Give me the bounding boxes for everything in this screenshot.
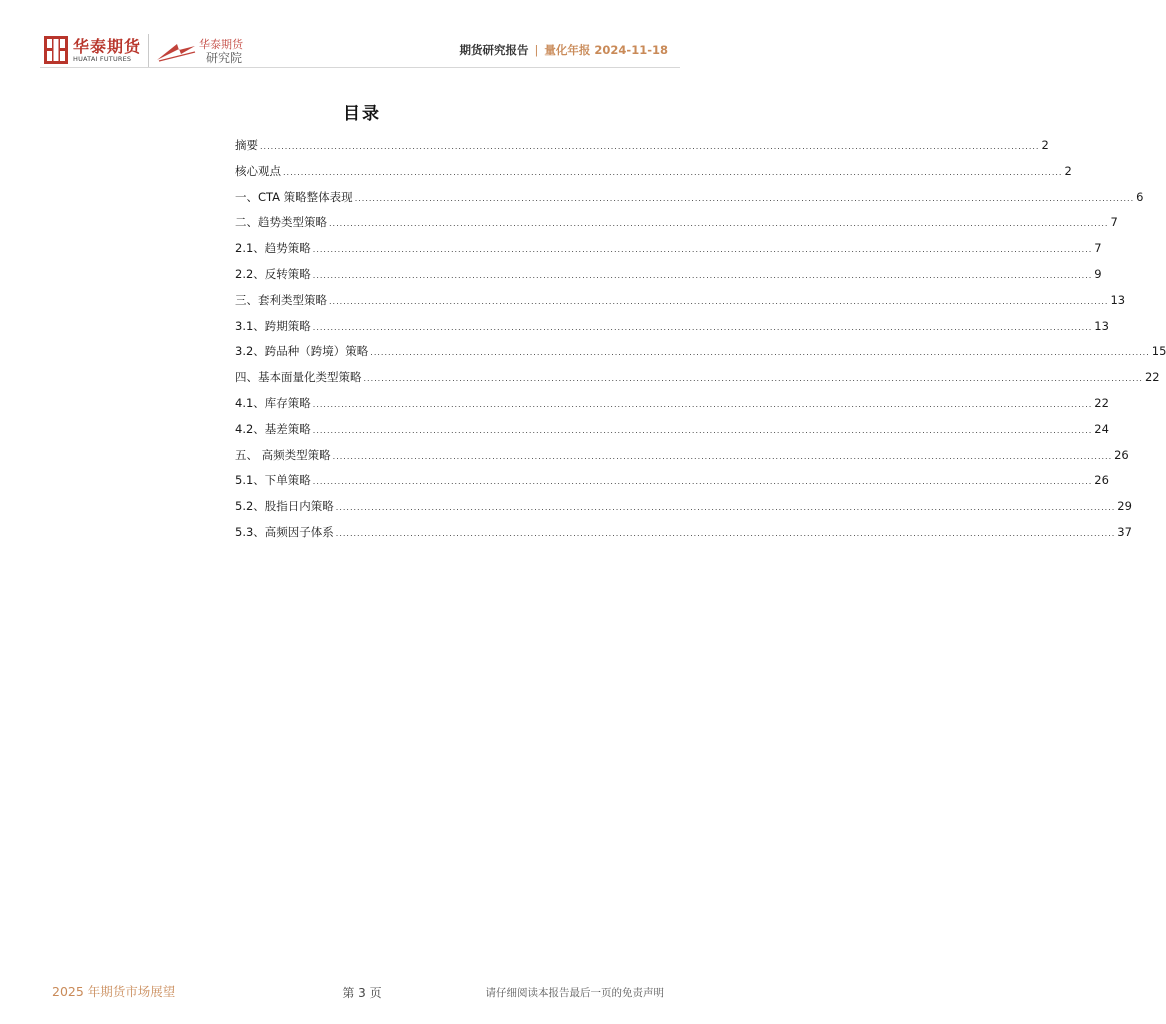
toc-entry-page: 24: [1094, 421, 1109, 436]
header-separator: |: [534, 43, 539, 57]
toc-entry[interactable]: [235, 447, 1129, 473]
report-subtitle: 量化年报 2024-11-18: [544, 43, 668, 57]
toc-entry-label: 5.2、股指日内策略: [235, 499, 334, 514]
footer-publication-title: 2025 年期货市场展望: [52, 984, 176, 999]
toc-entry-page: 2: [1064, 163, 1072, 178]
toc-entry-label: 5.1、下单策略: [235, 473, 311, 488]
toc-dot-leader: ............................................................................................................................................................................................................................: [332, 451, 1113, 461]
header-rule: [40, 67, 680, 68]
toc-dot-leader: ............................................................................................................................................................................................................................: [335, 503, 1116, 513]
toc-entry-label: 摘要: [235, 138, 258, 152]
institute-name-line2: 研究院: [206, 51, 243, 65]
toc-entry[interactable]: [235, 214, 1118, 240]
institute-swoosh-icon: [155, 40, 199, 62]
logo-chinese-name: 华泰期货: [73, 37, 142, 56]
toc-entry-page: 7: [1094, 241, 1102, 256]
toc-entry-label: 四、基本面量化类型策略: [235, 370, 362, 385]
toc-entry-label: 2.2、反转策略: [235, 266, 311, 281]
toc-entry-page: 13: [1094, 318, 1109, 333]
toc-entry-page: 26: [1114, 447, 1129, 462]
toc-entry-label: 3.2、跨品种（跨境）策略: [235, 344, 369, 359]
toc-dot-leader: ............................................................................................................................................................................................................................: [335, 528, 1116, 538]
toc-dot-leader: ............................................................................................................................................................................................................................: [329, 296, 1109, 306]
toc-entry[interactable]: [235, 266, 1102, 292]
toc-dot-leader: ............................................................................................................................................................................................................................: [283, 167, 1063, 177]
toc-entry[interactable]: [235, 163, 1072, 189]
toc-entry-label: 一、CTA 策略整体表现: [235, 189, 353, 204]
toc-entry-label: 二、趋势类型策略: [235, 215, 327, 230]
toc-entry[interactable]: [235, 369, 1160, 395]
toc-dot-leader: ............................................................................................................................................................................................................................: [363, 374, 1143, 384]
toc-entry[interactable]: [235, 343, 1166, 369]
toc-entry-page: 37: [1117, 524, 1132, 539]
huatai-logo-icon: [44, 36, 68, 64]
toc-entry-page: 9: [1094, 266, 1102, 281]
toc-entry[interactable]: [235, 292, 1126, 318]
toc-entry-label: 5.3、高频因子体系: [235, 524, 334, 539]
logo-divider: [148, 34, 149, 68]
toc-entry-page: 29: [1117, 499, 1132, 514]
footer-page-number: 第 3 页: [342, 986, 382, 1000]
toc-entry-label: 4.1、库存策略: [235, 395, 311, 410]
toc-dot-leader: ............................................................................................................................................................................................................................: [354, 193, 1135, 203]
report-info: [460, 42, 668, 58]
toc-dot-leader: ............................................................................................................................................................................................................................: [312, 245, 1093, 255]
page-header: [0, 0, 724, 80]
toc-dot-leader: ............................................................................................................................................................................................................................: [312, 477, 1093, 487]
toc-entry[interactable]: [235, 318, 1109, 344]
research-institute-logo: [155, 36, 255, 66]
report-type: 期货研究报告: [459, 43, 529, 57]
logo-english-name: HUATAI FUTURES: [73, 55, 132, 63]
toc-entry[interactable]: [235, 421, 1109, 447]
toc-entry-page: 6: [1136, 189, 1144, 204]
toc-entry[interactable]: [235, 240, 1102, 266]
toc-entry[interactable]: [235, 524, 1132, 550]
toc-entry-page: 26: [1094, 473, 1109, 488]
toc-entry-label: 4.2、基差策略: [235, 421, 311, 436]
toc-dot-leader: ............................................................................................................................................................................................................................: [312, 322, 1093, 332]
toc-entry-label: 2.1、趋势策略: [235, 241, 311, 256]
toc-entry-page: 15: [1151, 344, 1166, 359]
toc-dot-leader: ............................................................................................................................................................................................................................: [329, 219, 1109, 229]
toc-entry-page: 13: [1110, 292, 1126, 307]
toc-dot-leader: ............................................................................................................................................................................................................................: [312, 270, 1093, 280]
toc-entry-label: 3.1、跨期策略: [235, 318, 311, 333]
toc-dot-leader: ............................................................................................................................................................................................................................: [312, 425, 1093, 435]
institute-name-line1: 华泰期货: [199, 38, 243, 51]
toc-entry[interactable]: [235, 189, 1144, 215]
table-of-contents: [235, 137, 1166, 550]
toc-entry[interactable]: [235, 498, 1132, 524]
toc-entry-label: 核心观点: [235, 163, 281, 178]
toc-entry[interactable]: [235, 472, 1109, 498]
toc-dot-leader: ............................................................................................................................................................................................................................: [370, 348, 1150, 358]
toc-entry-page: 2: [1041, 138, 1049, 152]
toc-entry-label: 五、 高频类型策略: [235, 447, 331, 462]
footer-disclaimer-note: 请仔细阅读本报告最后一页的免责声明: [485, 987, 664, 999]
toc-entry[interactable]: [235, 395, 1109, 421]
toc-entry-page: 22: [1094, 395, 1109, 410]
huatai-futures-logo: [44, 34, 144, 68]
toc-entry-label: 三、套利类型策略: [235, 292, 327, 307]
toc-entry-page: 7: [1110, 215, 1118, 230]
toc-dot-leader: ............................................................................................................................................................................................................................: [260, 142, 1040, 151]
toc-entry[interactable]: [235, 137, 1049, 163]
toc-dot-leader: ............................................................................................................................................................................................................................: [312, 399, 1093, 409]
toc-entry-page: 22: [1144, 370, 1160, 385]
toc-title: 目录: [343, 104, 381, 124]
